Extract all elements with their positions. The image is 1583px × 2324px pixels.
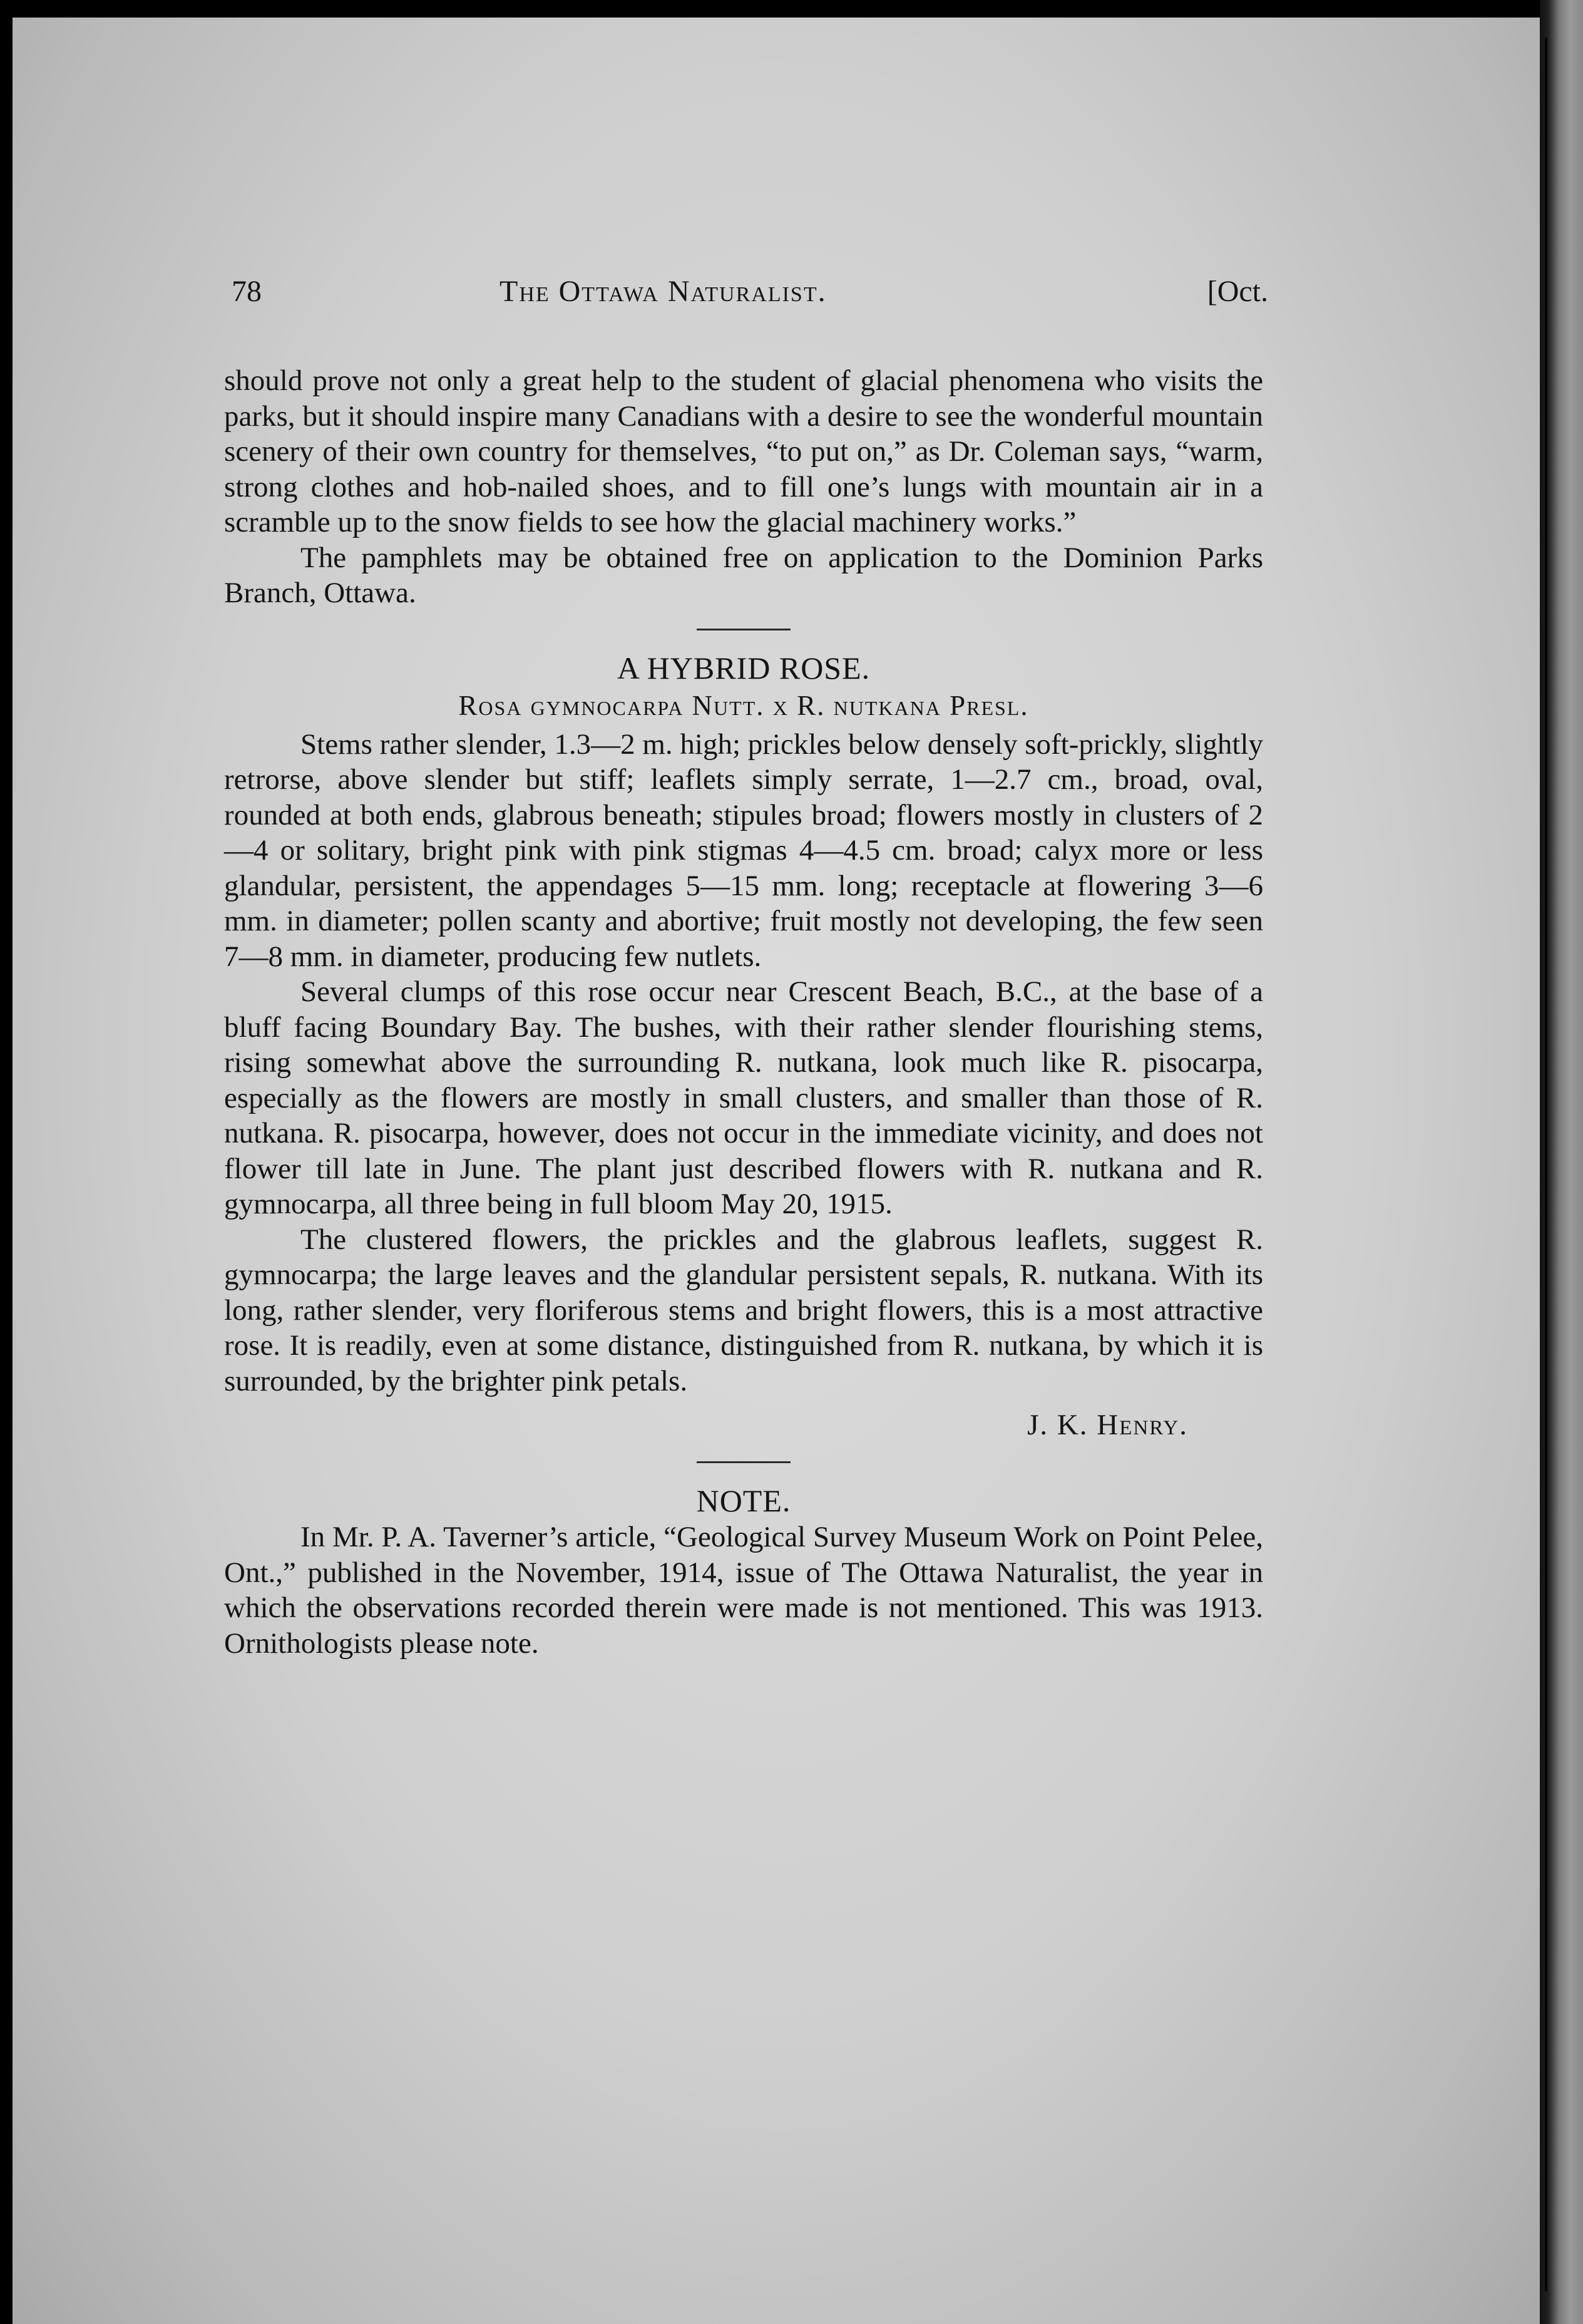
section-divider <box>697 629 791 630</box>
book-spine-edge <box>1540 0 1583 2324</box>
article-paragraph-3: The clustered flowers, the prickles and the glabrous leaflets, suggest R. gymnocarpa; the large leaves and the glandular persistent sepals, R. nutkana. With its long, rather slender, very floriferous stems and bright flowers, this is a most attractive rose. It is readily, even at some distance, distinguished from R. nutkana, by which it is surrounded, by the brighter pink petals. <box>224 1223 1263 1397</box>
running-head <box>224 274 1268 318</box>
issue-month: [Oct. <box>1207 275 1268 308</box>
note-title: NOTE. <box>696 1483 791 1518</box>
article-paragraph-1: Stems rather slender, 1.3—2 m. high; prickles below densely soft-prickly, slightly retrorse, above slender but stiff; leaflets simply serrate, 1—2.7 cm., broad, oval, rounded at both ends, glabrous beneath; stipules broad; flowers mostly in clusters of 2—4 or solitary, bright pink with pink stigmas 4—4.5 cm. broad; calyx more or less glandular, persistent, the appendages 5—15 mm. long; receptacle at flowering 3—6 mm. in diameter; pollen scanty and abortive; fruit mostly not developing, the few seen 7—8 mm. in diameter, producing few nutlets. <box>224 728 1263 973</box>
section-divider <box>697 1461 791 1463</box>
intro-paragraph-2: The pamphlets may be obtained free on application to the Dominion Parks Branch, Ottawa. <box>224 541 1263 609</box>
scan-top-border <box>0 0 1583 18</box>
journal-title: The Ottawa Naturalist. <box>499 275 827 308</box>
text-block <box>224 274 1268 1661</box>
author-signature: J. K. Henry. <box>1027 1409 1188 1441</box>
article-paragraph-2: Several clumps of this rose occur near Crescent Beach, B.C., at the base of a bluff facing Boundary Bay. The bushes, with their rather slender flourishing stems, rising somewhat above the surrounding R. nutkana, look much like R. pisocarpa, especially as the flowers are mostly in small clusters, and smaller than those of R. nutkana. R. pisocarpa, however, does not occur in the immediate vicinity, and does not flower till late in June. The plant just described flowers with R. nutkana and R. gymnocarpa, all three being in full bloom May 20, 1915. <box>224 975 1263 1220</box>
intro-paragraph-1: should prove not only a great help to the student of glacial phenomena who visits the parks, but it should inspire many Canadians with a desire to see the wonderful mountain scenery of their own country for themselves, “to put on,” as Dr. Coleman says, “warm, strong clothes and hob-nailed shoes, and to fill one’s lungs with mountain air in a scramble up to the snow fields to see how the glacial machinery works.” <box>224 364 1263 538</box>
page-number: 78 <box>232 275 262 308</box>
article-subtitle: Rosa gymnocarpa Nutt. x R. nutkana Presl. <box>458 689 1029 721</box>
article-title: A HYBRID ROSE. <box>617 650 871 686</box>
note-paragraph: In Mr. P. A. Taverner’s article, “Geological Survey Museum Work on Point Pelee, Ont.,” published in the November, 1914, issue of The Ottawa Naturalist, the year in which the observations recorded therein were made is not mentioned. This was 1913. Ornithologists please note. <box>224 1521 1263 1660</box>
